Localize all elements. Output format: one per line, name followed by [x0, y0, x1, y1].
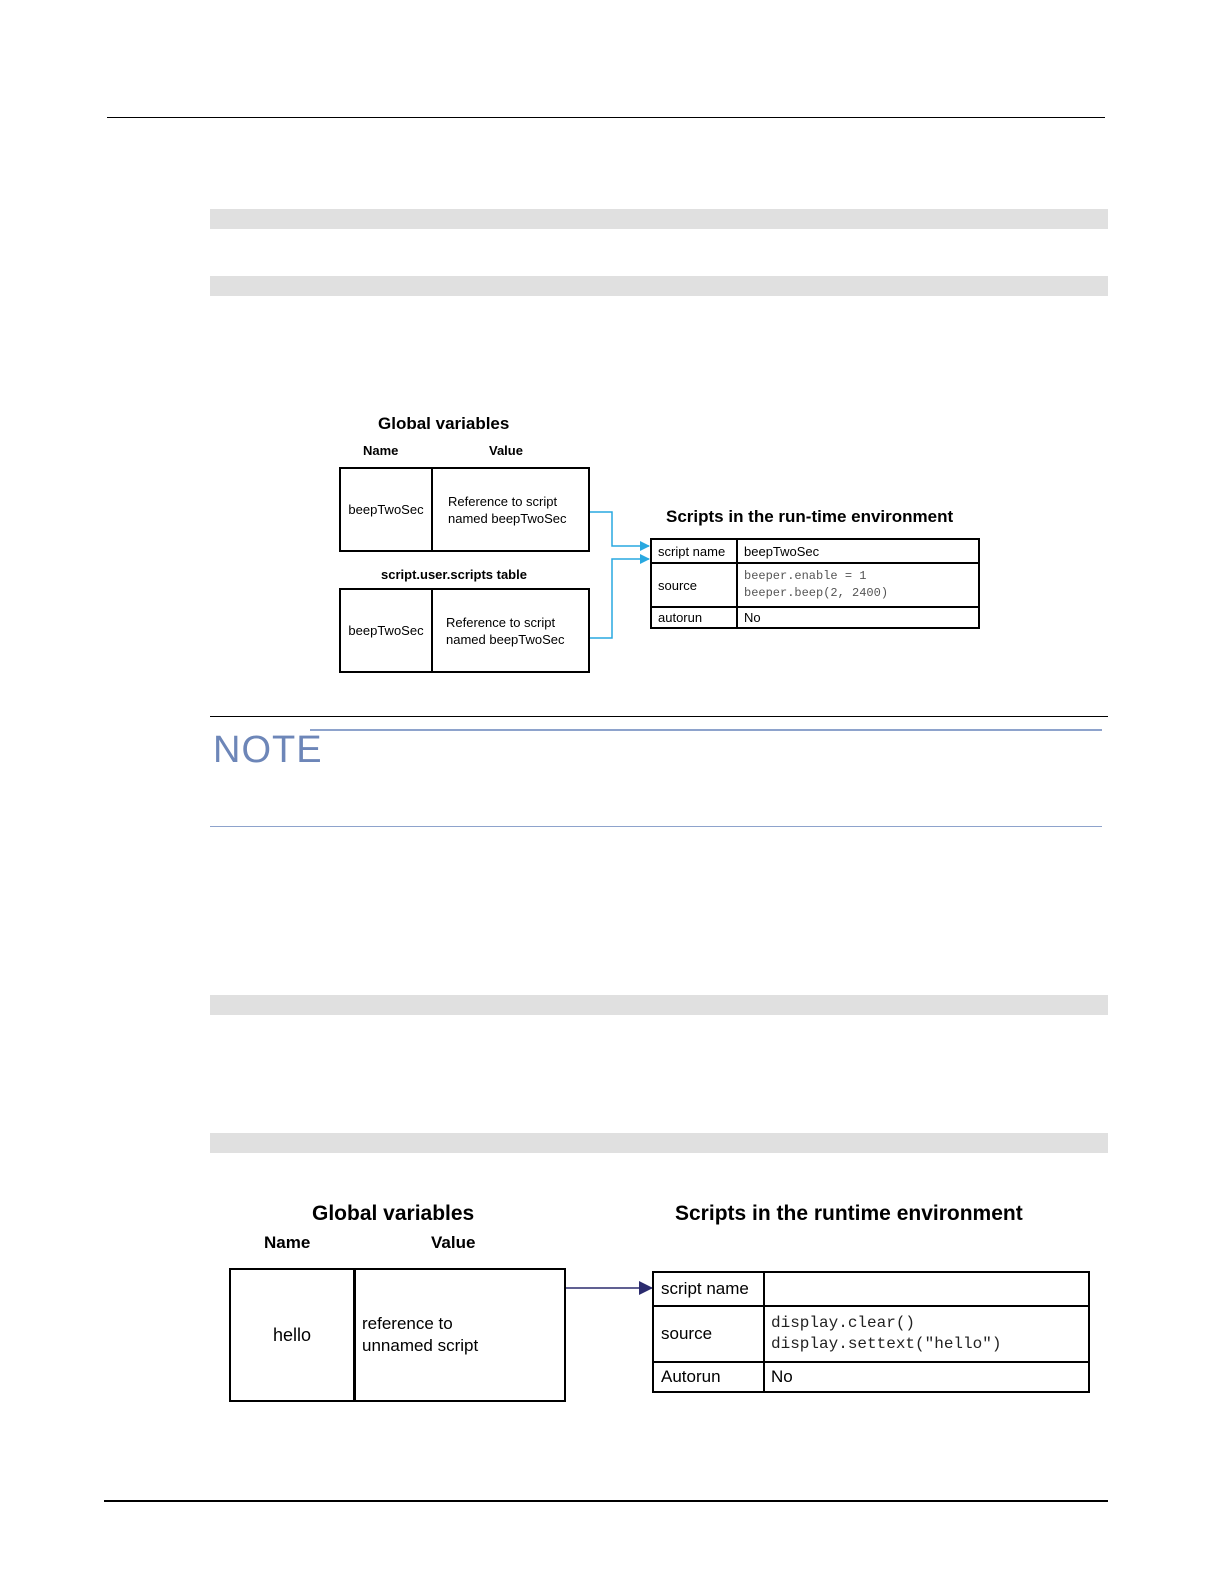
diagram2-global-name: hello [272, 1324, 312, 1345]
diagram2-runtime-title: Scripts in the runtime environment [675, 1202, 1023, 1225]
note-accent-line [310, 729, 1102, 731]
diagram1-script-name-value: beepTwoSec [737, 539, 979, 563]
diagram2-global-value: reference to unnamed script [362, 1314, 479, 1355]
diagram2-global-title: Global variables [312, 1202, 475, 1225]
diagram1-autorun-value: No [737, 607, 979, 628]
diagram2-autorun-label: Autorun [653, 1362, 764, 1392]
diagram1-source-label: source [651, 563, 737, 607]
note-top-rule [210, 716, 1108, 717]
diagram1-runtime-title: Scripts in the run-time environment [666, 507, 954, 526]
diagram1-global-title: Global variables [378, 414, 510, 433]
diagram2-source-label: source [653, 1306, 764, 1362]
table-row [653, 1306, 1089, 1362]
diagram2-name-header: Name [264, 1233, 311, 1252]
table-row [653, 1272, 1089, 1306]
diagram1-table-name: beepTwoSec [348, 623, 424, 638]
diagram1-table-title: script.user.scripts table [381, 567, 527, 582]
diagram2-value-header: Value [431, 1233, 476, 1252]
diagram1-autorun-label: autorun [651, 607, 737, 628]
note-bottom-rule [210, 826, 1102, 827]
diagram1-value-header: Value [489, 443, 523, 458]
diagram2-autorun-value: No [764, 1362, 1089, 1392]
diagram2-source-value: display.clear() display.settext("hello") [764, 1306, 1089, 1362]
diagram1-source-value: beeper.enable = 1 beeper.beep(2, 2400) [737, 563, 979, 607]
diagram1-global-value: Reference to script named beepTwoSec [448, 493, 567, 526]
diagram1-name-header: Name [363, 443, 399, 458]
diagram1-script-name-label: script name [651, 539, 737, 563]
diagram1-table-value: Reference to script named beepTwoSec [446, 614, 565, 647]
diagram2-script-name-value [764, 1272, 1089, 1306]
table-row [653, 1362, 1089, 1392]
diagram2-script-name-label: script name [653, 1272, 764, 1306]
diagram1-arrow-global [590, 512, 649, 546]
diagram1-arrow-table [590, 559, 649, 638]
diagram2-runtime-table [652, 1271, 1090, 1393]
note-label: NOTE [213, 729, 323, 771]
diagram1-global-name: beepTwoSec [348, 502, 424, 517]
diagram2-global-value-cell [354, 1268, 566, 1402]
diagram2-global-name-cell [229, 1268, 356, 1402]
